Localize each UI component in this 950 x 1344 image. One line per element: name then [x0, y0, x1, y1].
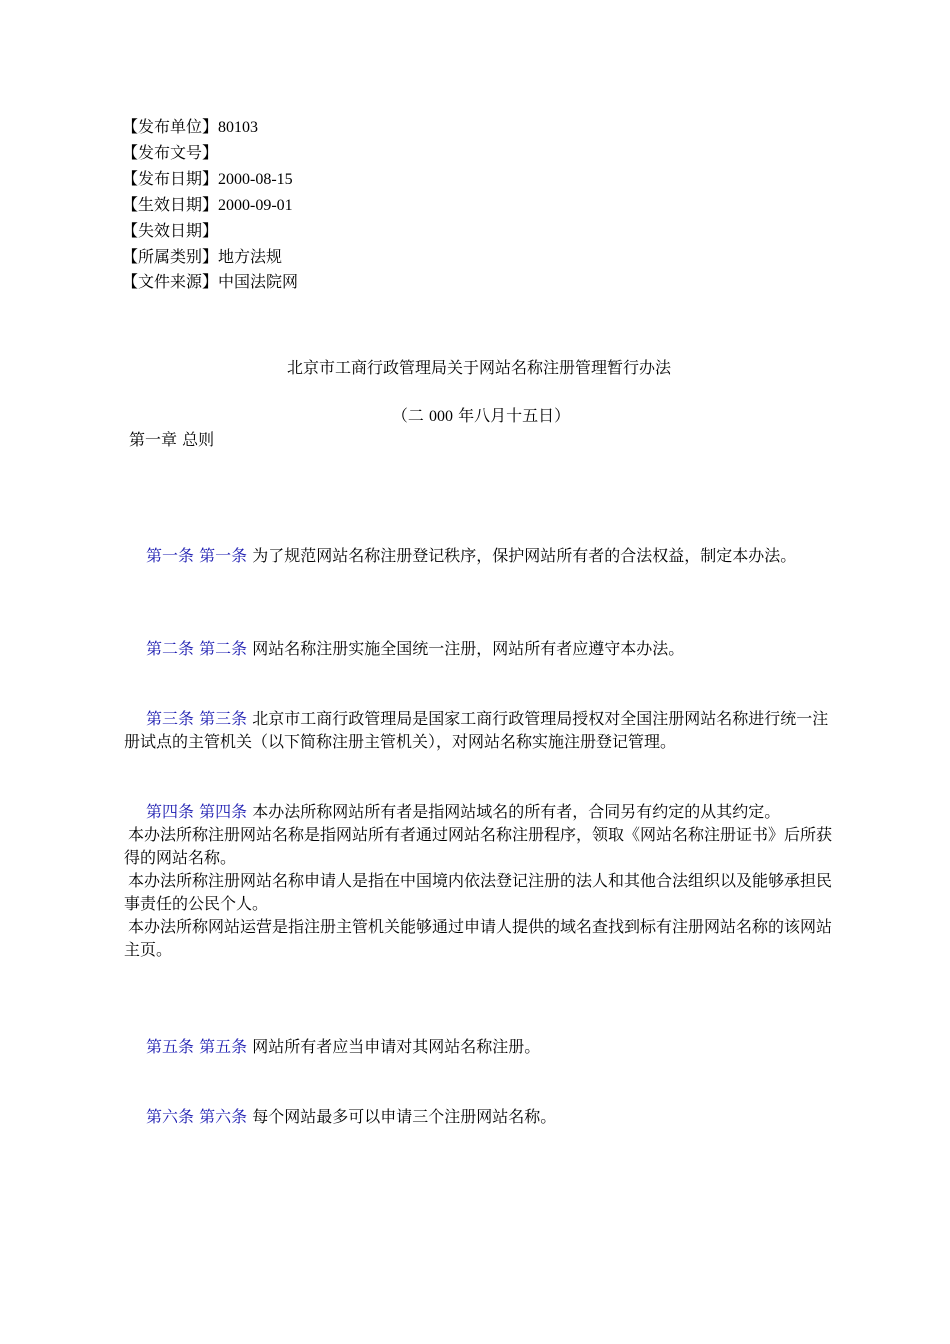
article-3 [124, 707, 836, 753]
article-link[interactable]: 第六条 [146, 1107, 195, 1126]
article-paragraph [124, 707, 836, 753]
article-text: 为了规范网站名称注册登记秩序，保护网站所有者的合法权益，制定本办法。 [252, 546, 797, 565]
article-paragraph [124, 1035, 836, 1058]
meta-value: 2000-08-15 [218, 171, 293, 188]
date-open: （二 [391, 406, 424, 425]
meta-value: 地方法规 [218, 247, 283, 266]
article-2 [124, 637, 836, 660]
meta-label: 【所属类别】 [122, 247, 219, 266]
article-text: 本办法所称网站所有者是指网站域名的所有者，合同另有约定的从其约定。 [252, 802, 781, 821]
date-close: 年八月十五日） [458, 406, 571, 425]
meta-label: 【发布文号】 [122, 143, 219, 162]
article-link[interactable]: 第五条 [146, 1037, 195, 1056]
document-title: 北京市工商行政管理局关于网站名称注册管理暂行办法 [286, 358, 671, 377]
meta-value: 中国法院网 [218, 272, 299, 291]
meta-value: 2000-09-01 [218, 197, 293, 214]
metadata-block [122, 114, 298, 294]
article-paragraph [124, 544, 836, 567]
document-date [0, 404, 950, 429]
article-link[interactable]: 第一条 [146, 546, 195, 565]
meta-row-effective-date [122, 192, 298, 218]
article-subparagraph: 本办法所称注册网站名称申请人是指在中国境内依法登记注册的法人和其他合法组织以及能够承担民事责任的公民个人。 [124, 871, 833, 913]
article-subparagraph: 本办法所称注册网站名称是指网站所有者通过网站名称注册程序，领取《网站名称注册证书》后所获得的网站名称。 [124, 825, 833, 867]
article-text: 北京市工商行政管理局是国家工商行政管理局授权对全国注册网站名称进行统一注册试点的主管机关（以下简称注册主管机关），对网站名称实施注册登记管理。 [124, 709, 829, 751]
article-text: 每个网站最多可以申请三个注册网站名称。 [252, 1107, 557, 1126]
article-link[interactable]: 第四条 [146, 802, 195, 821]
meta-label: 【失效日期】 [122, 221, 219, 240]
article-link[interactable]: 第三条 [146, 709, 195, 728]
article-link[interactable]: 第二条 [146, 639, 195, 658]
meta-row-issue-date [122, 166, 298, 192]
meta-row-doc-number [122, 140, 298, 166]
article-link[interactable]: 第六条 [199, 1107, 248, 1126]
article-link[interactable]: 第五条 [199, 1037, 248, 1056]
article-subparagraph: 本办法所称网站运营是指注册主管机关能够通过申请人提供的域名查找到标有注册网站名称的该网站主页。 [124, 917, 833, 959]
article-text: 网站所有者应当申请对其网站名称注册。 [252, 1037, 541, 1056]
article-paragraph [124, 637, 836, 660]
meta-row-issuer [122, 114, 298, 140]
article-1 [124, 544, 836, 567]
meta-row-expiry-date [122, 218, 298, 244]
chapter-heading: 第一章 总则 [129, 430, 215, 449]
article-paragraph [124, 1105, 836, 1128]
article-link[interactable]: 第一条 [199, 546, 248, 565]
article-5 [124, 1035, 836, 1058]
article-link[interactable]: 第二条 [199, 639, 248, 658]
article-link[interactable]: 第四条 [199, 802, 248, 821]
meta-label: 【发布单位】 [122, 117, 219, 136]
meta-label: 【文件来源】 [122, 272, 219, 291]
article-link[interactable]: 第三条 [199, 709, 248, 728]
article-text: 网站名称注册实施全国统一注册，网站所有者应遵守本办法。 [252, 639, 685, 658]
meta-label: 【生效日期】 [122, 195, 219, 214]
meta-value: 80103 [218, 119, 259, 136]
meta-label: 【发布日期】 [122, 169, 219, 188]
date-number: 000 [429, 408, 453, 425]
article-4 [124, 800, 836, 961]
article-6 [124, 1105, 836, 1128]
meta-row-source [122, 269, 298, 294]
article-paragraph [124, 800, 836, 823]
meta-row-category [122, 244, 298, 269]
